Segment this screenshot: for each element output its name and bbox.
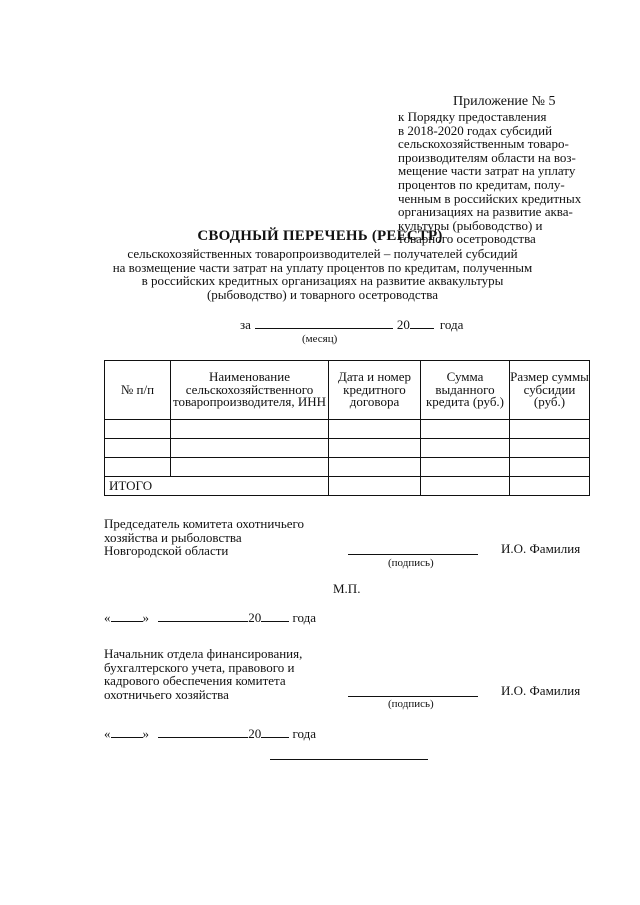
appendix-description: к Порядку предоставления в 2018-2020 годах субсидий сельскохозяйственным товаро- производителям области на воз- мещение части затрат на уплату процентов по кредитам, полу- ченным в российских кредитных организациях на развитие аква- культуры (рыбоводство) и товарного осетроводства	[398, 109, 582, 247]
month-blank	[158, 609, 248, 622]
header-contract: Дата и номер кредитного договора	[329, 361, 421, 420]
table-row	[105, 420, 590, 439]
signatory-role-finance-head: Начальник отдела финансирования, бухгалтерского учета, правового и кадрового обеспечения комитета охотничьего хозяйства	[104, 646, 303, 702]
day-blank	[111, 725, 143, 738]
document-title: СВОДНЫЙ ПЕРЕЧЕНЬ (РЕЕСТР)	[197, 228, 443, 244]
table-header-row	[105, 361, 590, 420]
total-label: ИТОГО	[105, 477, 329, 496]
header-producer: Наименование сельскохозяйственного товаропроизводителя, ИНН	[171, 361, 329, 420]
closing-line	[270, 759, 428, 760]
header-loan-amount: Сумма выданного кредита (руб.)	[421, 361, 510, 420]
table-total-row	[105, 477, 590, 496]
signature-caption: (подпись)	[388, 698, 434, 710]
table-row	[105, 439, 590, 458]
year-blank	[261, 609, 289, 622]
month-blank	[158, 725, 248, 738]
signatory-name: И.О. Фамилия	[501, 541, 581, 556]
signatory-name: И.О. Фамилия	[501, 683, 581, 698]
header-number: № п/п	[105, 361, 171, 420]
period-year-suffix: года	[439, 317, 464, 332]
document-subtitle: сельскохозяйственных товаропроизводителей – получателей субсидий на возмещение части затрат на уплату процентов по кредитам, полученным в российских кредитных организациях на развитие аквакультуры (рыбоводство) и товарного осетроводства	[112, 246, 533, 302]
header-subsidy-amount: Размер суммы субсидии (руб.)	[510, 361, 590, 420]
table-row	[105, 458, 590, 477]
signature-line	[348, 696, 478, 697]
period-year-prefix: 20	[396, 317, 410, 332]
signatory-role-chairman: Председатель комитета охотничьего хозяйства и рыболовства Новгородской области	[104, 516, 305, 558]
registry-table	[104, 360, 590, 496]
date-line: « » 20 года	[104, 610, 317, 625]
stamp-place: М.П.	[333, 581, 361, 596]
date-line: « » 20 года	[104, 726, 317, 741]
month-blank	[255, 316, 393, 329]
signature-line	[348, 554, 478, 555]
appendix-title: Приложение № 5	[453, 94, 556, 109]
period-line	[240, 316, 463, 333]
period-prefix: за	[240, 317, 251, 332]
month-caption: (месяц)	[302, 333, 338, 345]
year-blank	[261, 725, 289, 738]
signature-caption: (подпись)	[388, 557, 434, 569]
year-blank	[410, 316, 434, 329]
day-blank	[111, 609, 143, 622]
